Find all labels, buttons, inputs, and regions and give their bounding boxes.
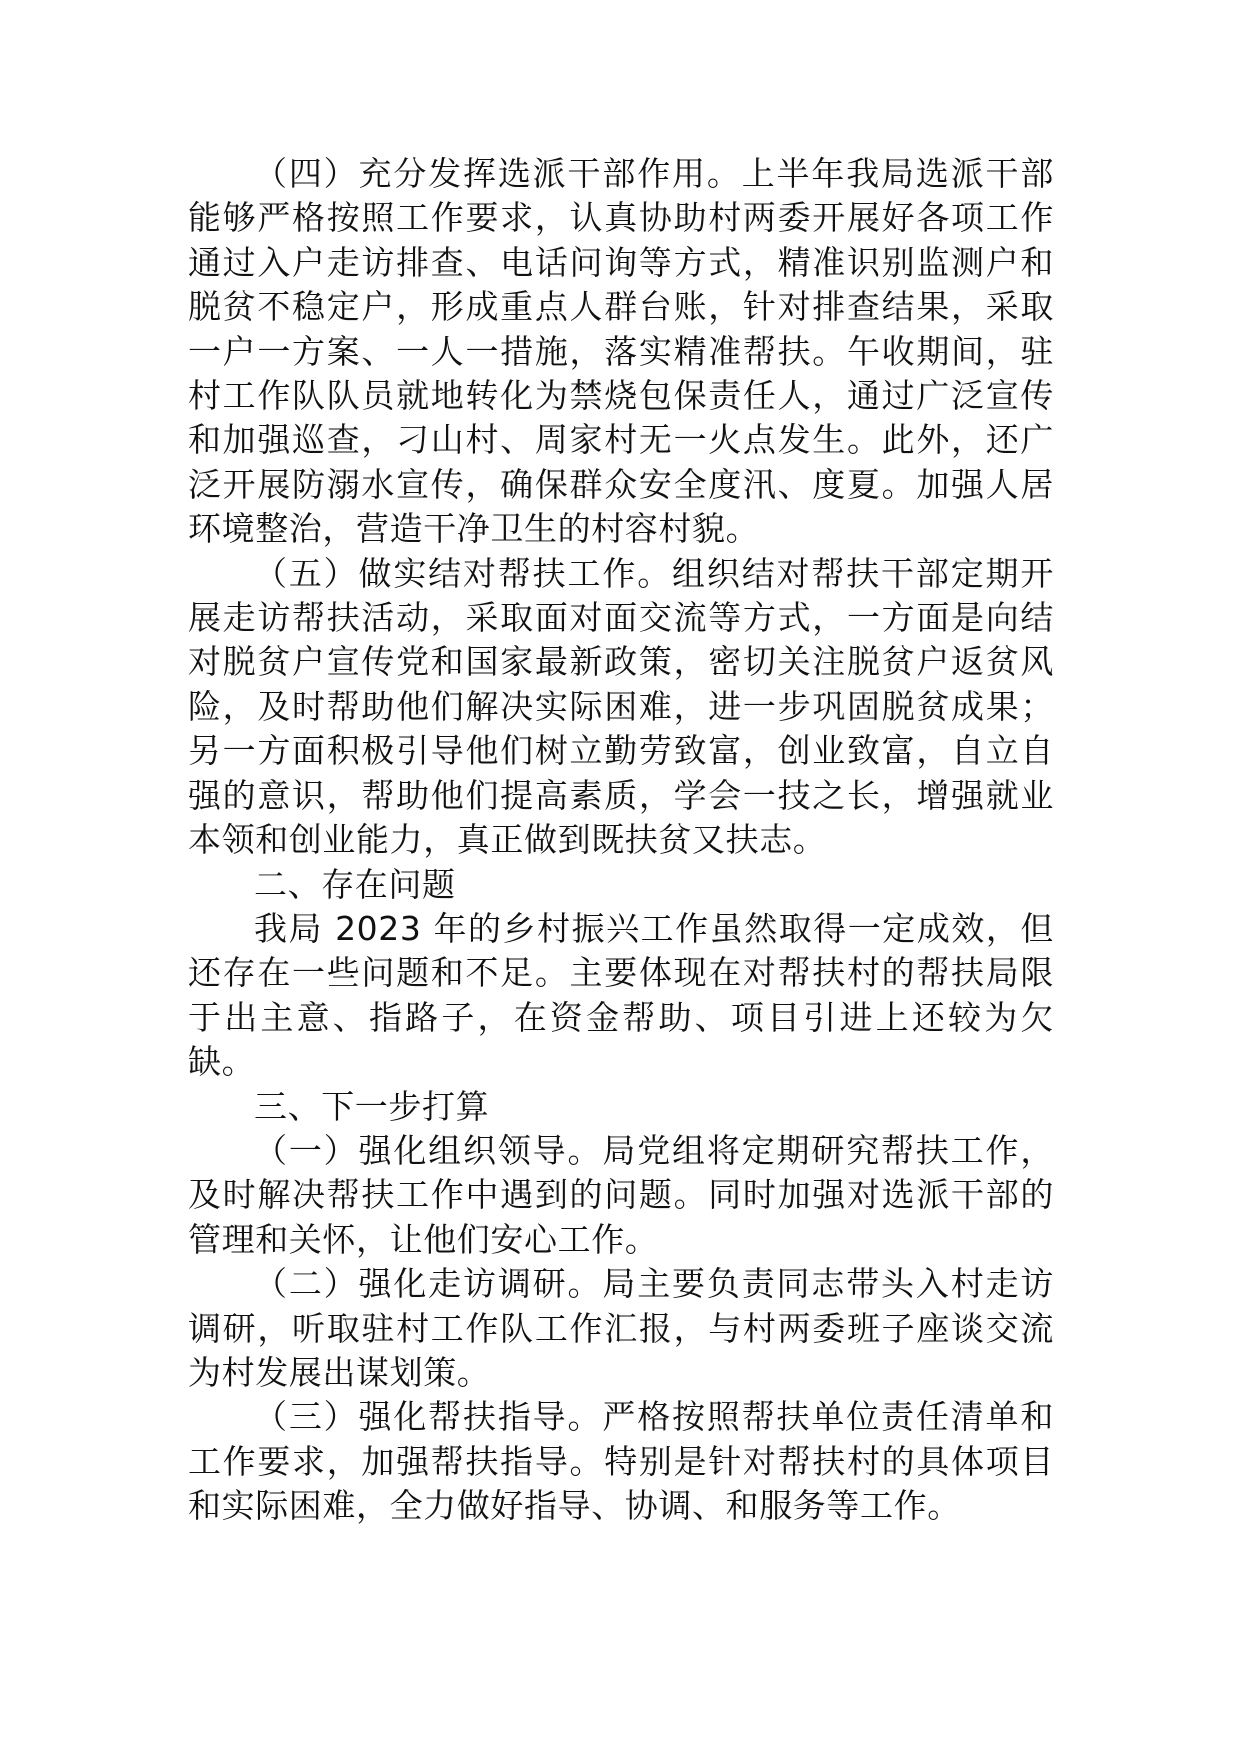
paragraph-cadre-role: （四）充分发挥选派干部作用。上半年我局选派干部能够严格按照工作要求，认真协助村两委开展好各项工作通过入户走访排查、电话问询等方式，精准识别监测户和脱贫不稳定户，形成重点人群台账，针对排查结果，采取一户一方案、一人一措施，落实精准帮扶。午收期间，驻村工作队队员就地转化为禁烧包保责任人，通过广泛宣传和加强巡查，刁山村、周家村无一火点发生。此外，还广泛开展防溺水宣传，确保群众安全度汛、度夏。加强人居环境整治，营造干净卫生的村容村貌。 [188,154,1054,549]
paragraph-organizational-leadership: （一）强化组织领导。局党组将定期研究帮扶工作，及时解决帮扶工作中遇到的问题。同时加强对选派干部的管理和关怀，让他们安心工作。 [188,1130,1054,1259]
paragraph-problems: 我局 2023 年的乡村振兴工作虽然取得一定成效，但还存在一些问题和不足。主要体现在对帮扶村的帮扶局限于出主意、指路子，在资金帮助、项目引进上还较为欠缺。 [188,908,1054,1082]
paragraph-visits-research: （二）强化走访调研。局主要负责同志带头入村走访调研，听取驻村工作队工作汇报，与村两委班子座谈交流为村发展出谋划策。 [188,1264,1054,1392]
document-page [188,152,1054,1529]
section-heading-next-steps: 三、下一步打算 [254,1086,490,1126]
paragraph-assistance-guidance: （三）强化帮扶指导。严格按照帮扶单位责任清单和工作要求，加强帮扶指导。特别是针对帮扶村的具体项目和实际困难，全力做好指导、协调、和服务等工作。 [188,1397,1054,1526]
section-heading-problems: 二、存在问题 [254,864,456,904]
paragraph-paired-assistance: （五）做实结对帮扶工作。组织结对帮扶干部定期开展走访帮扶活动，采取面对面交流等方式，一方面是向结对脱贫户宣传党和国家最新政策，密切关注脱贫户返贫风险，及时帮助他们解决实际困难，进一步巩固脱贫成果；另一方面积极引导他们树立勤劳致富，创业致富，自立自强的意识，帮助他们提高素质，学会一技之长，增强就业本领和创业能力，真正做到既扶贫又扶志。 [188,553,1054,860]
